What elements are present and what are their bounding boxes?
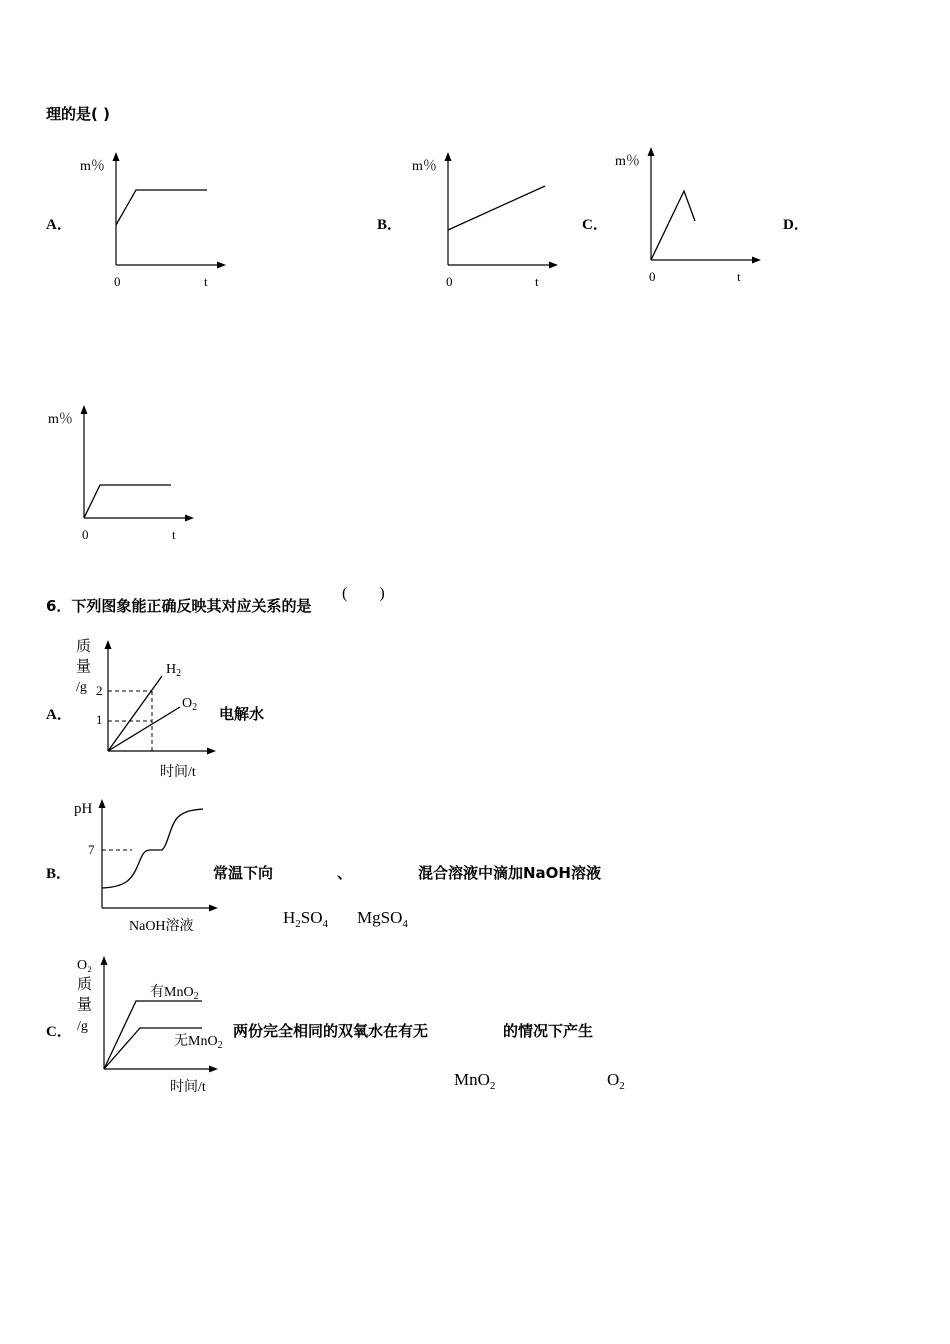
q6-graph-a bbox=[70, 636, 230, 786]
q6-graph-c-ylabel-1: O₂ bbox=[77, 958, 92, 973]
q6-option-a-text: 电解水 bbox=[219, 705, 265, 723]
q6-graph-c bbox=[70, 952, 245, 1102]
q5-graph-d-curve bbox=[84, 485, 171, 518]
question-6-stem: 6．下列图象能正确反映其对应关系的是 bbox=[46, 597, 312, 615]
q5-graph-d bbox=[38, 398, 208, 548]
q5-graph-b bbox=[402, 145, 572, 295]
q5-graph-d-xlabel: t bbox=[172, 527, 176, 542]
q5-graph-a-curve bbox=[116, 190, 207, 225]
q6-option-a-letter: A． bbox=[46, 707, 72, 723]
q6-graph-b-xlabel: NaOH溶液 bbox=[129, 919, 194, 934]
question-5-stem-tail: 理的是( ) bbox=[46, 105, 110, 123]
q6-graph-a-ylabel-1: 质 bbox=[76, 639, 92, 655]
q6-graph-b-ylabel: pH bbox=[74, 801, 93, 817]
option-c-label: C． bbox=[582, 217, 608, 233]
q6-graph-a-ylabel-2: 量 bbox=[76, 659, 92, 675]
option-b-label: B． bbox=[377, 217, 403, 233]
q6-graph-a-o2-line bbox=[108, 707, 180, 751]
q6-option-b-formula-h2so4: $H_2SO_4$ bbox=[283, 908, 329, 930]
q6-option-b-separator: 、 bbox=[337, 864, 353, 882]
q5-graph-c-origin: 0 bbox=[649, 269, 656, 284]
q5-graph-d-ylabel: m％ bbox=[48, 412, 73, 427]
q6-option-b-text-2: 混合溶液中滴加NaOH溶液 bbox=[418, 864, 601, 882]
question-6-answer-paren: ( ) bbox=[342, 585, 385, 602]
q5-graph-c-curve bbox=[651, 191, 695, 260]
q6-option-c-formula-mno2: MnO$_2$ bbox=[454, 1070, 496, 1092]
q5-graph-a-origin: 0 bbox=[114, 274, 121, 289]
q6-graph-a-tick-2: 2 bbox=[96, 683, 103, 698]
q5-graph-b-origin: 0 bbox=[446, 274, 453, 289]
q5-graph-c-xlabel: t bbox=[737, 269, 741, 284]
q6-option-b-text-1: 常温下向 bbox=[213, 864, 274, 882]
q6-option-c-text-2: 的情况下产生 bbox=[503, 1022, 594, 1040]
q5-graph-c-ylabel: m％ bbox=[615, 154, 640, 169]
q6-graph-c-with-label: 有MnO$_2$ bbox=[150, 985, 199, 1002]
q6-graph-a-h2-label: $H_2$ bbox=[166, 662, 182, 679]
q5-graph-b-curve bbox=[448, 186, 545, 230]
q6-graph-a-h2-line bbox=[108, 676, 162, 751]
option-a-label: A． bbox=[46, 217, 72, 233]
q5-graph-b-xlabel: t bbox=[535, 274, 539, 289]
q6-option-c-letter: C． bbox=[46, 1024, 72, 1040]
q6-graph-a-o2-label: $O_2$ bbox=[182, 696, 198, 713]
q6-graph-c-ylabel-3: 量 bbox=[77, 997, 93, 1013]
q6-option-c-formula-o2: $O_2$ bbox=[607, 1070, 625, 1092]
q5-graph-b-ylabel: m％ bbox=[412, 159, 437, 174]
q6-graph-a-tick-1: 1 bbox=[96, 712, 103, 727]
q5-graph-d-origin: 0 bbox=[82, 527, 89, 542]
q6-graph-c-without-label: 无MnO$_2$ bbox=[174, 1034, 223, 1051]
q6-graph-a-xlabel: 时间/t bbox=[160, 765, 196, 780]
q5-graph-c bbox=[605, 140, 775, 290]
q6-graph-b-tick-7: 7 bbox=[88, 842, 95, 857]
q5-graph-a-xlabel: t bbox=[204, 274, 208, 289]
q6-option-b-formula-mgso4: MgSO$_4$ bbox=[357, 908, 408, 930]
q6-graph-c-ylabel-4: /g bbox=[77, 1019, 88, 1034]
q6-option-c-text-1: 两份完全相同的双氧水在有无 bbox=[233, 1022, 429, 1040]
q6-graph-c-ylabel-2: 质 bbox=[77, 977, 93, 993]
q6-graph-b-curve bbox=[102, 809, 203, 888]
q6-graph-b bbox=[70, 795, 230, 940]
q6-graph-a-ylabel-3: /g bbox=[76, 680, 87, 695]
q6-option-b-letter: B． bbox=[46, 866, 72, 882]
q5-graph-a-ylabel: m％ bbox=[80, 159, 105, 174]
option-d-label: D． bbox=[783, 217, 809, 233]
q5-graph-a bbox=[70, 145, 240, 295]
q6-graph-c-xlabel: 时间/t bbox=[170, 1080, 206, 1095]
